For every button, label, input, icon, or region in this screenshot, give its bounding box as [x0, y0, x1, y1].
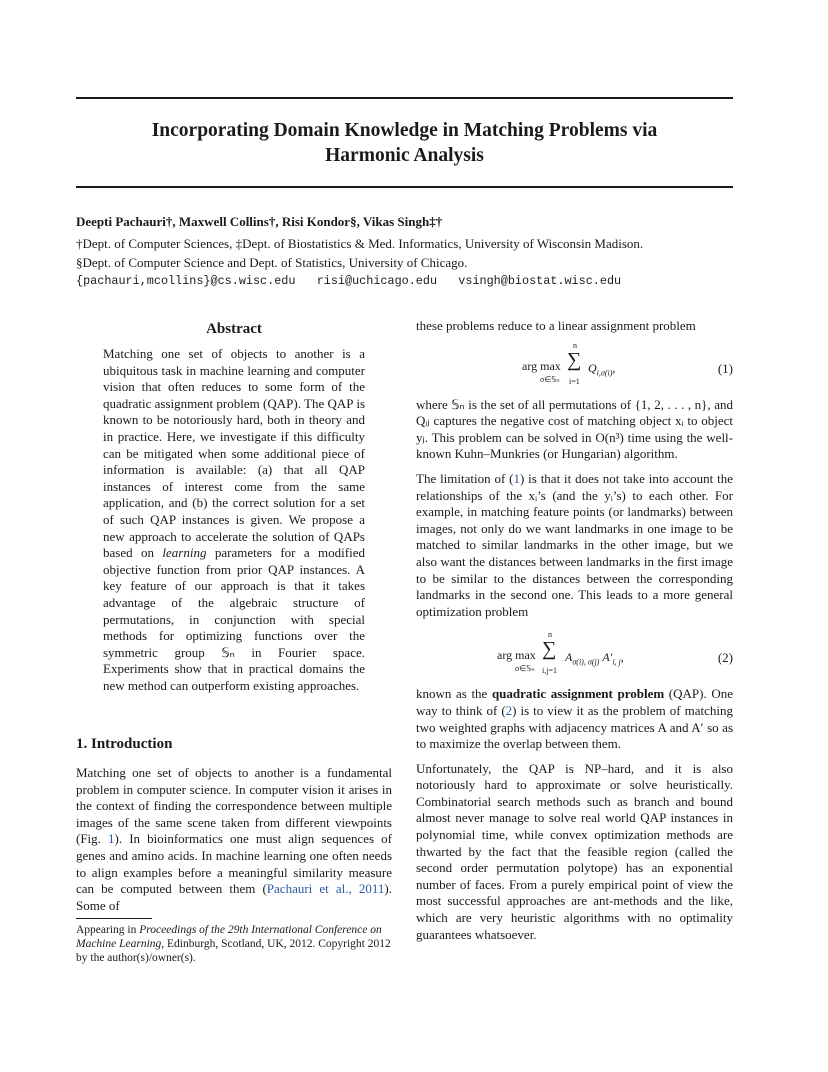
abstract-text-a: Matching one set of objects to another is a ubiquitous task in machine learning and computer vision that often reduces to some form of the quadratic assignment problem (QAP). The QAP is known to be notoriously hard, both in theory and in practice. Here, we investigate if this difficulty can be mitigated when some additional piece of information is available: (a) that all QAP instances of interest come from the same application, and (b) the correct solution for a set of such QAP instances is given. We propose a new approach to accelerate the solution of QAPs based on [103, 346, 365, 561]
intro-text-c: ). Some of [76, 881, 392, 913]
footnote-post: , Edinburgh, Scotland, UK, 2012. Copyright 2012 by the author(s)/owner(s). [76, 938, 391, 965]
title-rule-bottom [76, 186, 733, 188]
equation-2-argmax: arg max [497, 648, 536, 663]
title-line-1: Incorporating Domain Knowledge in Matching Problems via [151, 120, 658, 141]
affiliation-2: §Dept. of Computer Science and Dept. of Statistics, University of Chicago. [76, 255, 468, 270]
equation-2-argmax-sub: σ∈𝕊ₙ [515, 664, 535, 674]
limitation-text-b: ) is that it does not take into account the relationships of the xᵢ’s (and the yᵢ’s) to each other. For example, in matching feature points (or landmarks) between images, not only do we want landmarks in one image to be matched to similar landmarks in the other image, but we also want the distances between landmarks in the first image to be similar to the distances between the corresponding landmarks in the second one. This leads to a more general optimization problem [416, 470, 733, 619]
paragraph-linear-assignment: these problems reduce to a linear assignment problem [416, 318, 696, 333]
abstract-text [103, 346, 365, 694]
qap-bold-term: quadratic assignment problem [491, 686, 665, 702]
author-block [76, 212, 733, 291]
section-heading-introduction: 1. Introduction [76, 736, 173, 752]
footnote-rule [76, 918, 152, 919]
paragraph-limitation [416, 471, 733, 620]
equation-2-term: $A_{\sigma(i), \sigma(j)}$ $A'_{i, j}$, [565, 650, 624, 667]
equation-1-argmax: arg max [522, 358, 561, 373]
paragraph-permutations: where 𝕊ₙ is the set of all permutations of {1, 2, . . . , n}, and Qᵢⱼ captures the negative cost of matching object xᵢ to object yⱼ. This problem can be solved in O(n³) time using the well-known Kuhn–Munkries (or Hungarian) algorithm. [416, 396, 733, 462]
qap-text-c: ) is to view it as the problem of matching two weighted graphs with adjacency matrices A and A′ so as to maximize the overlap between them. [416, 702, 733, 752]
author-emails: {pachauri,mcollins}@cs.wisc.edu risi@uchicago.edu vsingh@biostat.wisc.edu [76, 274, 622, 288]
affiliation-1: †Dept. of Computer Sciences, ‡Dept. of Biostatistics & Med. Informatics, University of Wisconsin Madison. [76, 236, 644, 251]
title-rule-top [76, 97, 733, 99]
equation-1-term: $Q_{i,\sigma(i)}$, [588, 360, 616, 377]
equation-2-sum-upper: n [548, 630, 552, 640]
abstract-emphasis: learning [162, 545, 207, 561]
paragraph-qap [416, 686, 733, 752]
right-column [416, 318, 733, 943]
equation-2-reference[interactable]: 2 [505, 702, 513, 718]
equation-1-sum-lower: i=1 [569, 376, 580, 386]
equation-1-reference[interactable]: 1 [513, 470, 520, 486]
limitation-text-a: The limitation of ( [416, 470, 514, 486]
equation-1 [416, 337, 733, 387]
equation-1-sum-upper: n [573, 340, 577, 350]
equation-2-number: (2) [717, 650, 733, 666]
abstract-heading: Abstract [206, 321, 262, 337]
author-names: Deepti Pachauri†, Maxwell Collins†, Risi Kondor§, Vikas Singh‡† [76, 214, 443, 229]
qap-text-b: (QAP). One way to think of ( [416, 686, 733, 718]
equation-1-sum-symbol: ∑ [567, 348, 582, 371]
footnote [76, 923, 396, 966]
title-line-2: Harmonic Analysis [325, 145, 484, 166]
footnote-venue: Proceedings of the 29th International Conference on Machine Learning [76, 924, 382, 951]
intro-text-b: ). In bioinformatics one must align sequences of genes and amino acids. In machine learning one often needs to align examples before a meaningful similarity measure can be computed between them ( [76, 831, 392, 897]
introduction-text [76, 765, 392, 914]
equation-1-number: (1) [717, 360, 733, 376]
qap-text-a: known as the [416, 686, 492, 702]
citation-link[interactable]: Pachauri et al., 2011 [266, 881, 385, 897]
left-column [76, 318, 392, 694]
equation-2-sum-lower: i,j=1 [542, 666, 557, 676]
figure-reference-link[interactable]: 1 [108, 831, 115, 847]
paper-title [76, 118, 733, 168]
equation-2-sum-symbol: ∑ [542, 638, 557, 661]
footnote-pre: Appearing in [76, 924, 140, 936]
equation-2 [416, 626, 733, 676]
equation-1-argmax-sub: σ∈𝕊ₙ [540, 374, 560, 384]
abstract-text-b: parameters for a modified objective function from prior QAP instances. A key feature of our approach is that it takes advantage of the algebraic structure of permutations, in conjunction with special methods for optimizing functions over the symmetric group 𝕊ₙ in Fourier space. Experiments show that in practical domains the new method can outperform existing approaches. [103, 545, 365, 693]
paragraph-np-hard: Unfortunately, the QAP is NP–hard, and it is also notoriously hard to approximate or solve heuristically. Combinatorial search methods such as branch and bound almost never manage to solve real world QAP instances in polynomial time, while convex optimization methods are thwarted by the fact that the feasible region (called the second order permutation polytope) has an exponential number of faces. From a purely empirical point of view the most successful approaches are ant-methods and the like, which are very heuristic algorithms with no optimality guarantees whatsoever. [416, 760, 733, 942]
intro-text-a: Matching one set of objects to another is a fundamental problem in computer science. In computer vision it arises in the context of finding the correspondence between multiple images of the same scene taken from different viewpoints (Fig. [76, 765, 392, 847]
